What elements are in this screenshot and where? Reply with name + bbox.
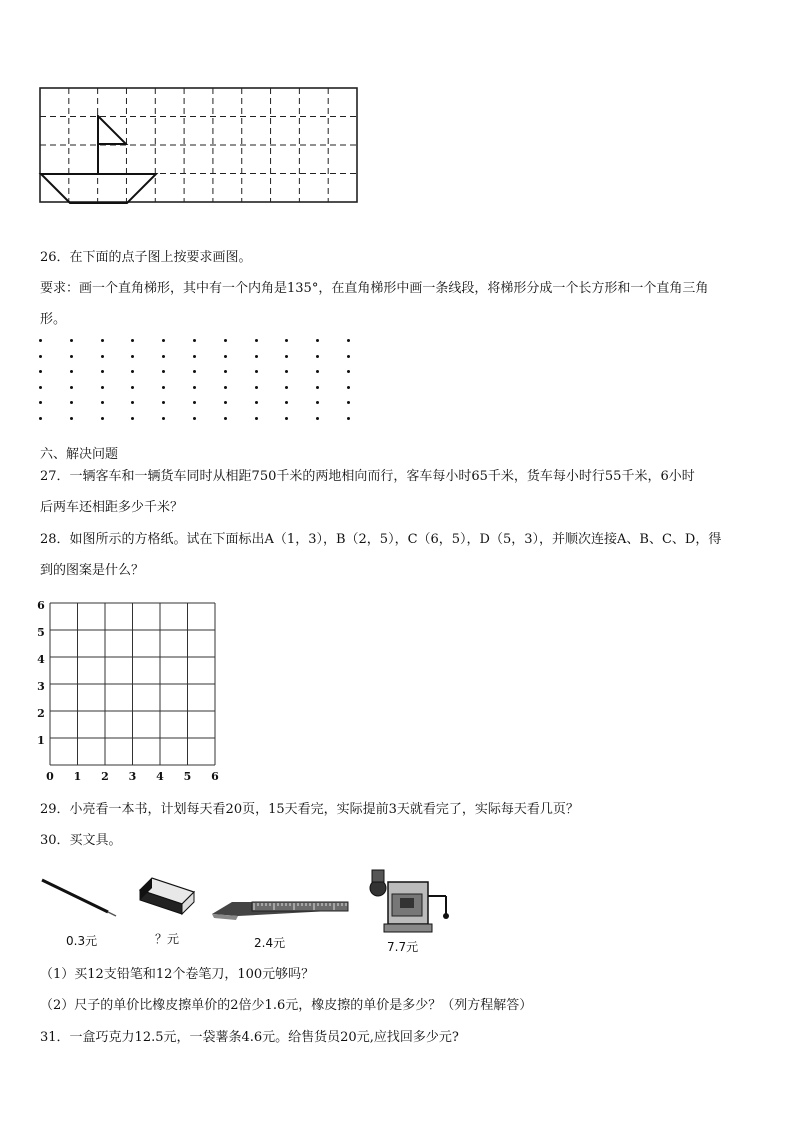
dot <box>224 417 227 420</box>
eraser-icon <box>132 872 198 918</box>
dot <box>101 401 104 404</box>
dot <box>70 386 73 389</box>
q26-title: 26．在下面的点子图上按要求画图。 <box>40 250 252 265</box>
dot <box>162 401 165 404</box>
q28-line1: 28．如图所示的方格纸。试在下面标出A（1，3），B（2，5），C（6，5），D（5，3），并顺次连接A、B、C、D，得 <box>40 532 722 547</box>
pencil-price: 0.3元 <box>66 934 98 948</box>
dot <box>285 355 288 358</box>
pencil-sharpener-icon <box>366 866 454 936</box>
dot <box>285 386 288 389</box>
dot <box>193 401 196 404</box>
dot <box>255 386 258 389</box>
q30-sub1: （1）买12支铅笔和12个卷笔刀，100元够吗？ <box>40 967 315 982</box>
dot <box>39 370 42 373</box>
y-tick-label: 4 <box>37 653 45 666</box>
q26-requirement-line2: 形。 <box>40 312 67 327</box>
eraser-price: ？元 <box>155 932 180 946</box>
dot <box>131 417 134 420</box>
dot <box>131 339 134 342</box>
dot <box>255 355 258 358</box>
dot <box>316 401 319 404</box>
x-tick-label: 0 <box>46 770 54 783</box>
dot <box>101 417 104 420</box>
dot <box>224 401 227 404</box>
dot <box>131 386 134 389</box>
dot <box>70 339 73 342</box>
dot <box>285 417 288 420</box>
dot <box>39 355 42 358</box>
section-6-title: 六、解决问题 <box>40 447 119 462</box>
x-tick-label: 2 <box>101 770 109 783</box>
pencil-icon <box>38 874 120 920</box>
dot <box>131 370 134 373</box>
dot <box>39 401 42 404</box>
x-tick-label: 3 <box>128 770 137 783</box>
dot <box>316 339 319 342</box>
dot <box>39 417 42 420</box>
q30-title: 30．买文具。 <box>40 833 122 848</box>
y-tick-label: 5 <box>37 626 45 639</box>
dot <box>101 355 104 358</box>
dot <box>193 355 196 358</box>
dot <box>39 386 42 389</box>
y-tick-label: 6 <box>37 599 45 612</box>
dot <box>285 370 288 373</box>
dot <box>347 339 350 342</box>
q27-line2: 后两车还相距多少千米？ <box>40 500 184 515</box>
dot <box>347 401 350 404</box>
dot <box>224 386 227 389</box>
q30-sub2: （2）尺子的单价比橡皮擦单价的2倍少1.6元，橡皮擦的单价是多少？（列方程解答） <box>40 998 533 1013</box>
y-tick-label: 1 <box>37 734 45 747</box>
dot <box>224 355 227 358</box>
dot <box>347 417 350 420</box>
dot <box>193 370 196 373</box>
dot <box>162 370 165 373</box>
dot <box>70 401 73 404</box>
dot <box>131 401 134 404</box>
x-tick-label: 5 <box>183 770 192 783</box>
dot <box>285 401 288 404</box>
dot <box>193 417 196 420</box>
dot <box>316 417 319 420</box>
y-tick-label: 3 <box>37 680 45 693</box>
x-tick-label: 4 <box>156 770 164 783</box>
dot <box>347 386 350 389</box>
dot <box>131 355 134 358</box>
dot <box>316 370 319 373</box>
dot <box>193 339 196 342</box>
dot <box>255 370 258 373</box>
q29-text: 29．小亮看一本书，计划每天看20页，15天看完，实际提前3天就看完了，实际每天看几页？ <box>40 802 579 817</box>
q26-requirement-line1: 要求：画一个直角梯形，其中有一个内角是135°，在直角梯形中画一条线段，将梯形分成一个长方形和一个直角三角 <box>40 281 709 296</box>
ruler-price: 2.4元 <box>254 936 286 950</box>
dot <box>255 401 258 404</box>
dot <box>316 355 319 358</box>
coordinate-grid <box>36 596 228 786</box>
dot <box>101 339 104 342</box>
dot <box>347 370 350 373</box>
dot <box>101 386 104 389</box>
dot <box>224 339 227 342</box>
dot <box>70 417 73 420</box>
q27-line1: 27．一辆客车和一辆货车同时从相距750千米的两地相向而行，客车每小时65千米，货车每小时行55千米，6小时 <box>40 469 695 484</box>
dot <box>162 417 165 420</box>
dot <box>70 370 73 373</box>
ruler-icon <box>208 894 354 924</box>
sharpener-price: 7.7元 <box>387 940 419 954</box>
dot <box>224 370 227 373</box>
x-tick-label: 1 <box>73 770 82 783</box>
dot <box>101 370 104 373</box>
q31-text: 31．一盒巧克力12.5元，一袋薯条4.6元。给售货员20元,应找回多少元? <box>40 1030 459 1045</box>
dot <box>39 339 42 342</box>
dot <box>285 339 288 342</box>
dot <box>162 355 165 358</box>
dot <box>255 339 258 342</box>
q28-line2: 到的图案是什么？ <box>40 563 145 578</box>
dot <box>255 417 258 420</box>
dot <box>193 386 196 389</box>
dot <box>70 355 73 358</box>
dot <box>162 386 165 389</box>
x-tick-label: 6 <box>211 770 219 783</box>
dot <box>316 386 319 389</box>
y-tick-label: 2 <box>37 707 45 720</box>
dot <box>162 339 165 342</box>
dot <box>347 355 350 358</box>
